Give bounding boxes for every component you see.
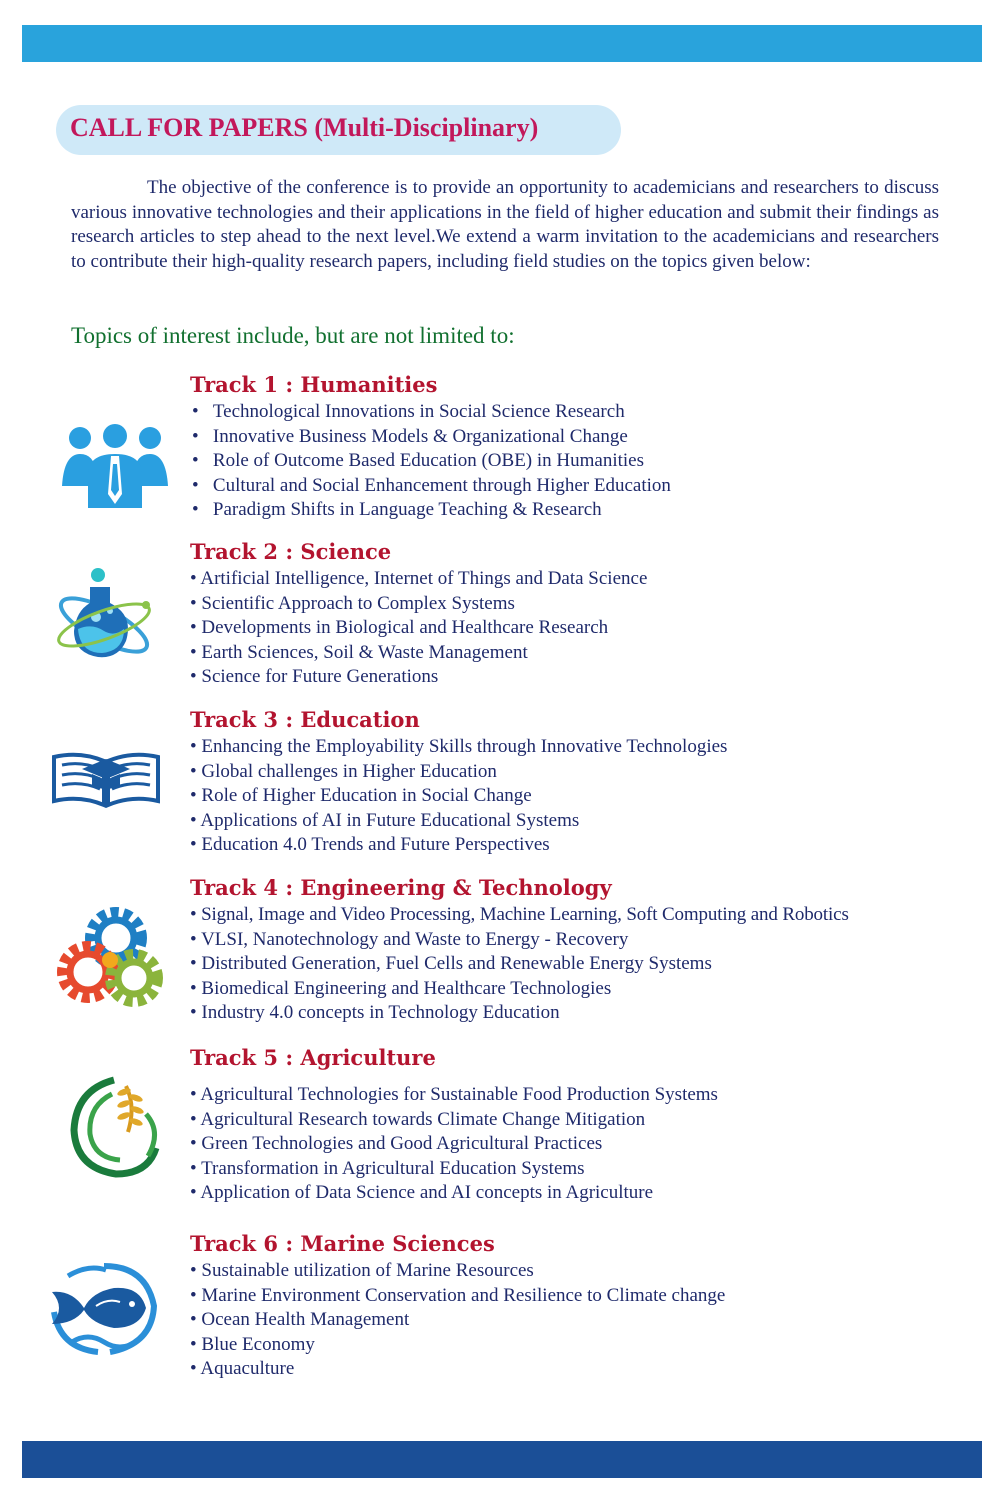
topics-heading: Topics of interest include, but are not limited to: — [71, 323, 515, 348]
list-item: • Distributed Generation, Fuel Cells and Renewable Energy Systems — [190, 953, 712, 974]
bullet: • — [190, 736, 197, 757]
intro-paragraph: The objective of the conference is to provide an opportunity to academicians and researchers to discuss various innovative technologies and their applications in the field of higher education and submit their findings as research articles to step ahead to the next level.We extend a warm invitation to the academicians and researchers to contribute their high-quality research papers, including field studies on the topics given below: — [71, 177, 939, 272]
bullet: • — [192, 450, 199, 471]
bullet: • — [190, 928, 197, 950]
track-4 — [190, 873, 849, 1026]
bullet: • — [190, 1333, 197, 1355]
bullet: • — [190, 760, 197, 782]
track-title: Track 2 : Science — [190, 539, 392, 564]
bottom-banner-bar — [22, 1441, 982, 1478]
track-6 — [190, 1229, 725, 1382]
bullet: • — [190, 785, 197, 806]
list-item: • Agricultural Technologies for Sustainable Food Production Systems — [190, 1084, 718, 1105]
list-item: • Earth Sciences, Soil & Waste Management — [190, 641, 528, 663]
bullet: • — [190, 904, 197, 925]
bullet: • — [190, 953, 197, 974]
list-item: • Transformation in Agricultural Education Systems — [190, 1157, 585, 1179]
bullet: • — [192, 499, 199, 520]
track-title: Track 3 : Education — [190, 707, 420, 732]
list-item: • Industry 4.0 concepts in Technology Education — [190, 1002, 560, 1023]
bullet: • — [190, 1002, 197, 1023]
list-item: • Enhancing the Employability Skills through Innovative Technologies — [190, 736, 728, 757]
bullet: • — [192, 401, 199, 422]
bullet: • — [190, 1260, 197, 1281]
track-2 — [190, 537, 647, 690]
bullet: • — [190, 666, 197, 687]
list-item: • Cultural and Social Enhancement through Higher Education — [192, 474, 671, 496]
list-item: • Paradigm Shifts in Language Teaching & Research — [192, 499, 602, 520]
track-3 — [190, 705, 727, 858]
people-group-icon — [60, 424, 170, 510]
bullet: • — [190, 1182, 197, 1203]
track-title: Track 1 : Humanities — [190, 372, 438, 397]
list-item: • Marine Environment Conservation and Resilience to Climate change — [190, 1284, 726, 1306]
bullet: • — [190, 592, 197, 614]
list-item: • Science for Future Generations — [190, 666, 439, 687]
list-item: • Green Technologies and Good Agricultural Practices — [190, 1133, 603, 1154]
bullet: • — [192, 474, 199, 496]
gears-icon — [54, 900, 166, 1012]
track-title: Track 6 : Marine Sciences — [190, 1231, 495, 1256]
list-item: • Global challenges in Higher Education — [190, 760, 497, 782]
list-item: • Artificial Intelligence, Internet of Things and Data Science — [190, 568, 648, 589]
bullet: • — [190, 1157, 197, 1179]
track-1 — [190, 370, 671, 523]
track-5 — [190, 1043, 718, 1206]
list-item: • Innovative Business Models & Organizational Change — [192, 425, 628, 447]
list-item: • Scientific Approach to Complex Systems — [190, 592, 515, 614]
list-item: • Signal, Image and Video Processing, Machine Learning, Soft Computing and Robotics — [190, 904, 849, 925]
list-item: • Applications of AI in Future Educational Systems — [190, 809, 580, 831]
book-graduation-cap-icon — [50, 747, 162, 809]
list-item: • Sustainable utilization of Marine Resources — [190, 1260, 534, 1281]
list-item: • Aquaculture — [190, 1358, 295, 1379]
bullet: • — [190, 1133, 197, 1154]
bullet: • — [190, 568, 197, 589]
list-item: • Blue Economy — [190, 1333, 315, 1355]
bullet: • — [190, 641, 197, 663]
bullet: • — [190, 809, 197, 831]
page-title: CALL FOR PAPERS (Multi-Disciplinary) — [70, 113, 539, 142]
science-flask-atom-icon — [52, 567, 158, 663]
wheat-swirl-icon — [66, 1074, 164, 1178]
fish-wave-icon — [48, 1262, 160, 1356]
top-banner-bar — [22, 25, 982, 62]
bullet: • — [190, 617, 197, 638]
list-item: • Biomedical Engineering and Healthcare Technologies — [190, 977, 612, 999]
bullet: • — [190, 1284, 197, 1306]
list-item: • VLSI, Nanotechnology and Waste to Energy - Recovery — [190, 928, 629, 950]
track-title: Track 4 : Engineering & Technology — [190, 875, 612, 900]
bullet: • — [190, 1358, 197, 1379]
bullet: • — [190, 834, 197, 855]
bullet: • — [190, 1309, 197, 1330]
bullet: • — [190, 1084, 197, 1105]
list-item: • Ocean Health Management — [190, 1309, 410, 1330]
track-title: Track 5 : Agriculture — [190, 1045, 436, 1070]
list-item: • Role of Higher Education in Social Change — [190, 785, 532, 806]
list-item: • Developments in Biological and Healthcare Research — [190, 617, 609, 638]
list-item: • Technological Innovations in Social Science Research — [192, 401, 625, 422]
bullet: • — [190, 977, 197, 999]
list-item: • Role of Outcome Based Education (OBE) in Humanities — [192, 450, 645, 471]
list-item: • Application of Data Science and AI concepts in Agriculture — [190, 1182, 654, 1203]
bullet: • — [192, 425, 199, 447]
bullet: • — [190, 1108, 197, 1130]
list-item: • Education 4.0 Trends and Future Perspectives — [190, 834, 550, 855]
list-item: • Agricultural Research towards Climate Change Mitigation — [190, 1108, 646, 1130]
